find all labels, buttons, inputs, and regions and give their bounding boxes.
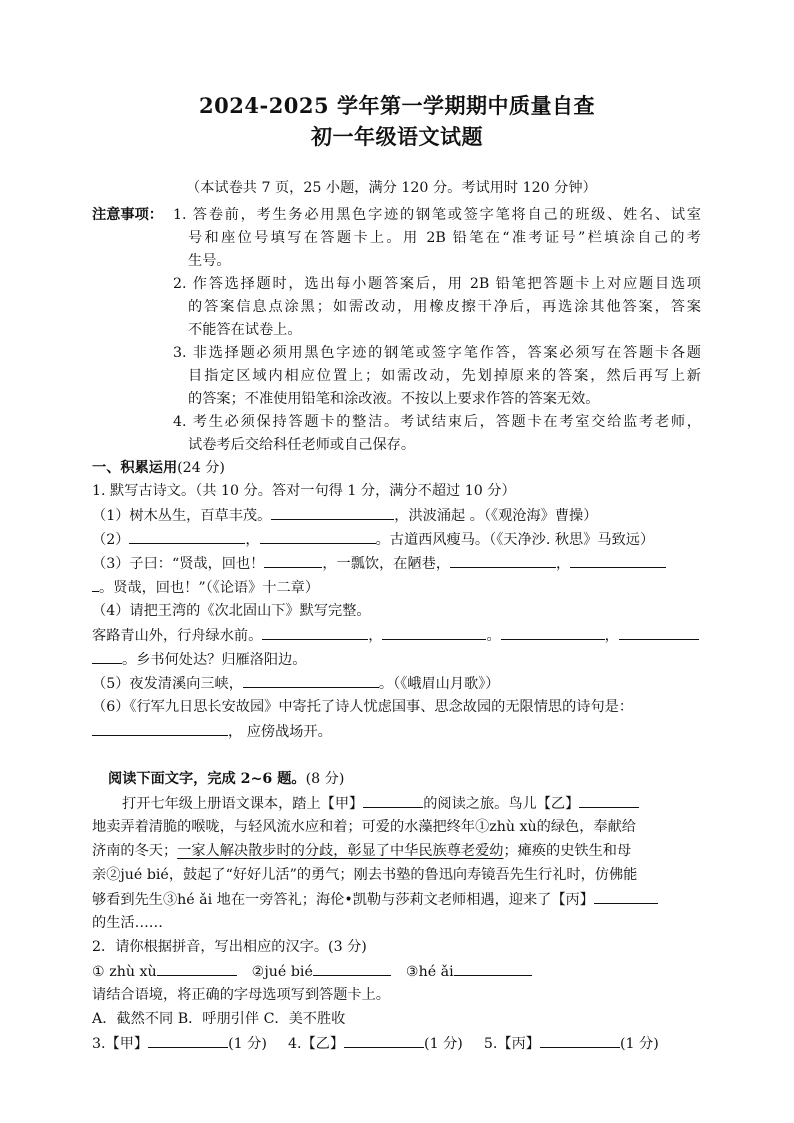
- notice-line: 2. 作答选择题时，选出每小题答案后，用 2B 铅笔把答题卡上对应题目选项: [173, 276, 701, 292]
- q1-item-2: （2） ， 。古道西风瘦马。（《天净沙. 秋思》马致远）: [92, 529, 654, 550]
- section-points: (24 分): [177, 460, 225, 476]
- reading-heading: 阅读下面文字，完成 2~6 题。(8 分): [108, 771, 345, 787]
- notice-line: 不能答在试卷上。: [188, 322, 302, 338]
- reading-line: 够看到先生③hé ǎi 地在一旁答礼；海伦•凯勒与莎莉文老师相遇，迎来了【丙】: [92, 889, 658, 910]
- q1-item-3-cont: 。贤哉，回也！”（《论语》十二章）: [92, 577, 319, 598]
- q1-item-1: （1）树木丛生，百草丰茂。 ，洪波涌起 。（《观沧海》曹操）: [92, 505, 597, 526]
- answer-blank[interactable]: [344, 1033, 424, 1048]
- answer-blank[interactable]: [243, 673, 379, 688]
- notice-line: 的答案信息点涂黑；如需改动，用橡皮擦干净后，再选涂其他答案，答案: [188, 299, 701, 315]
- answer-blank[interactable]: [264, 553, 322, 568]
- reading-line: 的生活……: [92, 915, 163, 931]
- answer-blank[interactable]: [501, 625, 605, 640]
- answer-blank[interactable]: [271, 505, 394, 520]
- reading-line: 地卖弄着清脆的喉咙，与轻风流水应和着；可爱的水藻把终年①zhù xù的绿色，奉献给: [92, 819, 636, 835]
- reading-line: 打开七年级上册语文课本，踏上【甲】 的阅读之旅。鸟儿【乙】: [122, 793, 639, 814]
- answer-blank[interactable]: [454, 961, 532, 976]
- notice-line: 试卷考后交给科任老师或自己保存。: [188, 437, 416, 453]
- q1-item-5: （5）夜发清溪向三峡， 。（《峨眉山月歌》）: [92, 673, 499, 694]
- reading-line: 济南的冬天；一家人解决散步时的分歧，彰显了中华民族尊老爱幼；瘫痪的史铁生和母: [92, 843, 632, 859]
- notice-line: 4. 考生必须保持答题卡的整洁。考试结束后，答题卡在考室交给监考老师，: [173, 414, 701, 430]
- answer-blank[interactable]: [92, 577, 99, 592]
- q1-item-4-poem: 客路青山外，行舟绿水前。 ， 。 ，: [92, 625, 699, 646]
- notice-label: 注意事项：: [92, 207, 163, 223]
- answer-blank[interactable]: [148, 1033, 228, 1048]
- answer-blank[interactable]: [450, 553, 556, 568]
- answer-blank[interactable]: [260, 529, 376, 544]
- answer-blank[interactable]: [579, 793, 639, 808]
- question-stem: 1. 默写古诗文。（共 10 分。答对一句得 1 分，满分不超过 10 分）: [92, 483, 516, 499]
- section-title: 一、积累运用: [92, 460, 178, 476]
- q1-item-4-cont: 。乡书何处达？归雁洛阳边。: [92, 649, 306, 670]
- notice-line: 3. 非选择题必须用黑色字迹的钢笔或签字笔作答，答案必须写在答题卡各题: [173, 345, 701, 361]
- pinyin-row: ① zhù xù ②jué bié ③hé ǎi: [92, 961, 532, 982]
- notice-line: 目指定区域内相应位置上；如需改动，先划掉原来的答案，然后再写上新: [188, 368, 701, 384]
- answer-blank[interactable]: [157, 961, 237, 976]
- answer-blank[interactable]: [382, 625, 486, 640]
- answer-blank[interactable]: [363, 793, 423, 808]
- answer-blank[interactable]: [129, 529, 245, 544]
- q1-item-6-cont: ， 应傍战场开。: [92, 721, 332, 742]
- exam-subtitle: 初一年级语文试题: [311, 124, 483, 149]
- notice-line: 生号。: [188, 253, 231, 269]
- exam-title: 2024-2025 学年第一学期期中质量自查: [199, 93, 595, 118]
- notice-line: 1. 答卷前，考生务必用黑色字迹的钢笔或签字笔将自己的班级、姓名、试室: [173, 207, 701, 223]
- reading-line: 亲②jué bié，鼓起了“好好儿活”的勇气；刚去书塾的鲁迅向寿镜吾先生行礼时，仿佛能: [92, 867, 638, 883]
- notice-line: 的答案；不准使用铅笔和涂改液。不按以上要求作答的答案无效。: [188, 391, 600, 407]
- answer-blank[interactable]: [92, 721, 228, 736]
- question-stem: 2．请你根据拼音，写出相应的汉字。(3 分): [92, 939, 367, 955]
- answer-blank[interactable]: [92, 649, 122, 664]
- q1-item-4: （4）请把王湾的《次北固山下》默写完整。: [92, 603, 371, 619]
- notice-line: 号和座位号填写在答题卡上。用 2B 铅笔在“准考证号”栏填涂自己的考: [188, 230, 701, 246]
- q1-item-3: （3）子曰：“贤哉，回也！ ，一瓢饮，在陋巷， ，: [92, 553, 666, 574]
- exam-info: （本试卷共 7 页，25 小题，满分 120 分。考试用时 120 分钟）: [186, 180, 597, 196]
- q1-item-6: （6）《行军九日思长安故园》中寄托了诗人忧虑国事、思念故园的无限情思的诗句是：: [92, 699, 634, 715]
- answer-blank[interactable]: [570, 553, 666, 568]
- answer-blank[interactable]: [594, 889, 658, 904]
- underlined-sentence: 一家人解决散步时的分歧，彰显了中华民族尊老爱幼: [177, 843, 504, 859]
- answer-blank[interactable]: [262, 625, 368, 640]
- answer-blank[interactable]: [313, 961, 391, 976]
- options-row: A．截然不同 B．呼朋引伴 C．美不胜收: [92, 1011, 346, 1027]
- answer-blank[interactable]: [619, 625, 699, 640]
- instruction: 请结合语境，将正确的字母选项写到答题卡上。: [92, 987, 390, 1003]
- section-heading: [92, 458, 225, 478]
- answer-row: 3.【甲】 (1 分) 4.【乙】 (1 分) 5.【丙】 (1 分): [92, 1033, 659, 1054]
- answer-blank[interactable]: [540, 1033, 620, 1048]
